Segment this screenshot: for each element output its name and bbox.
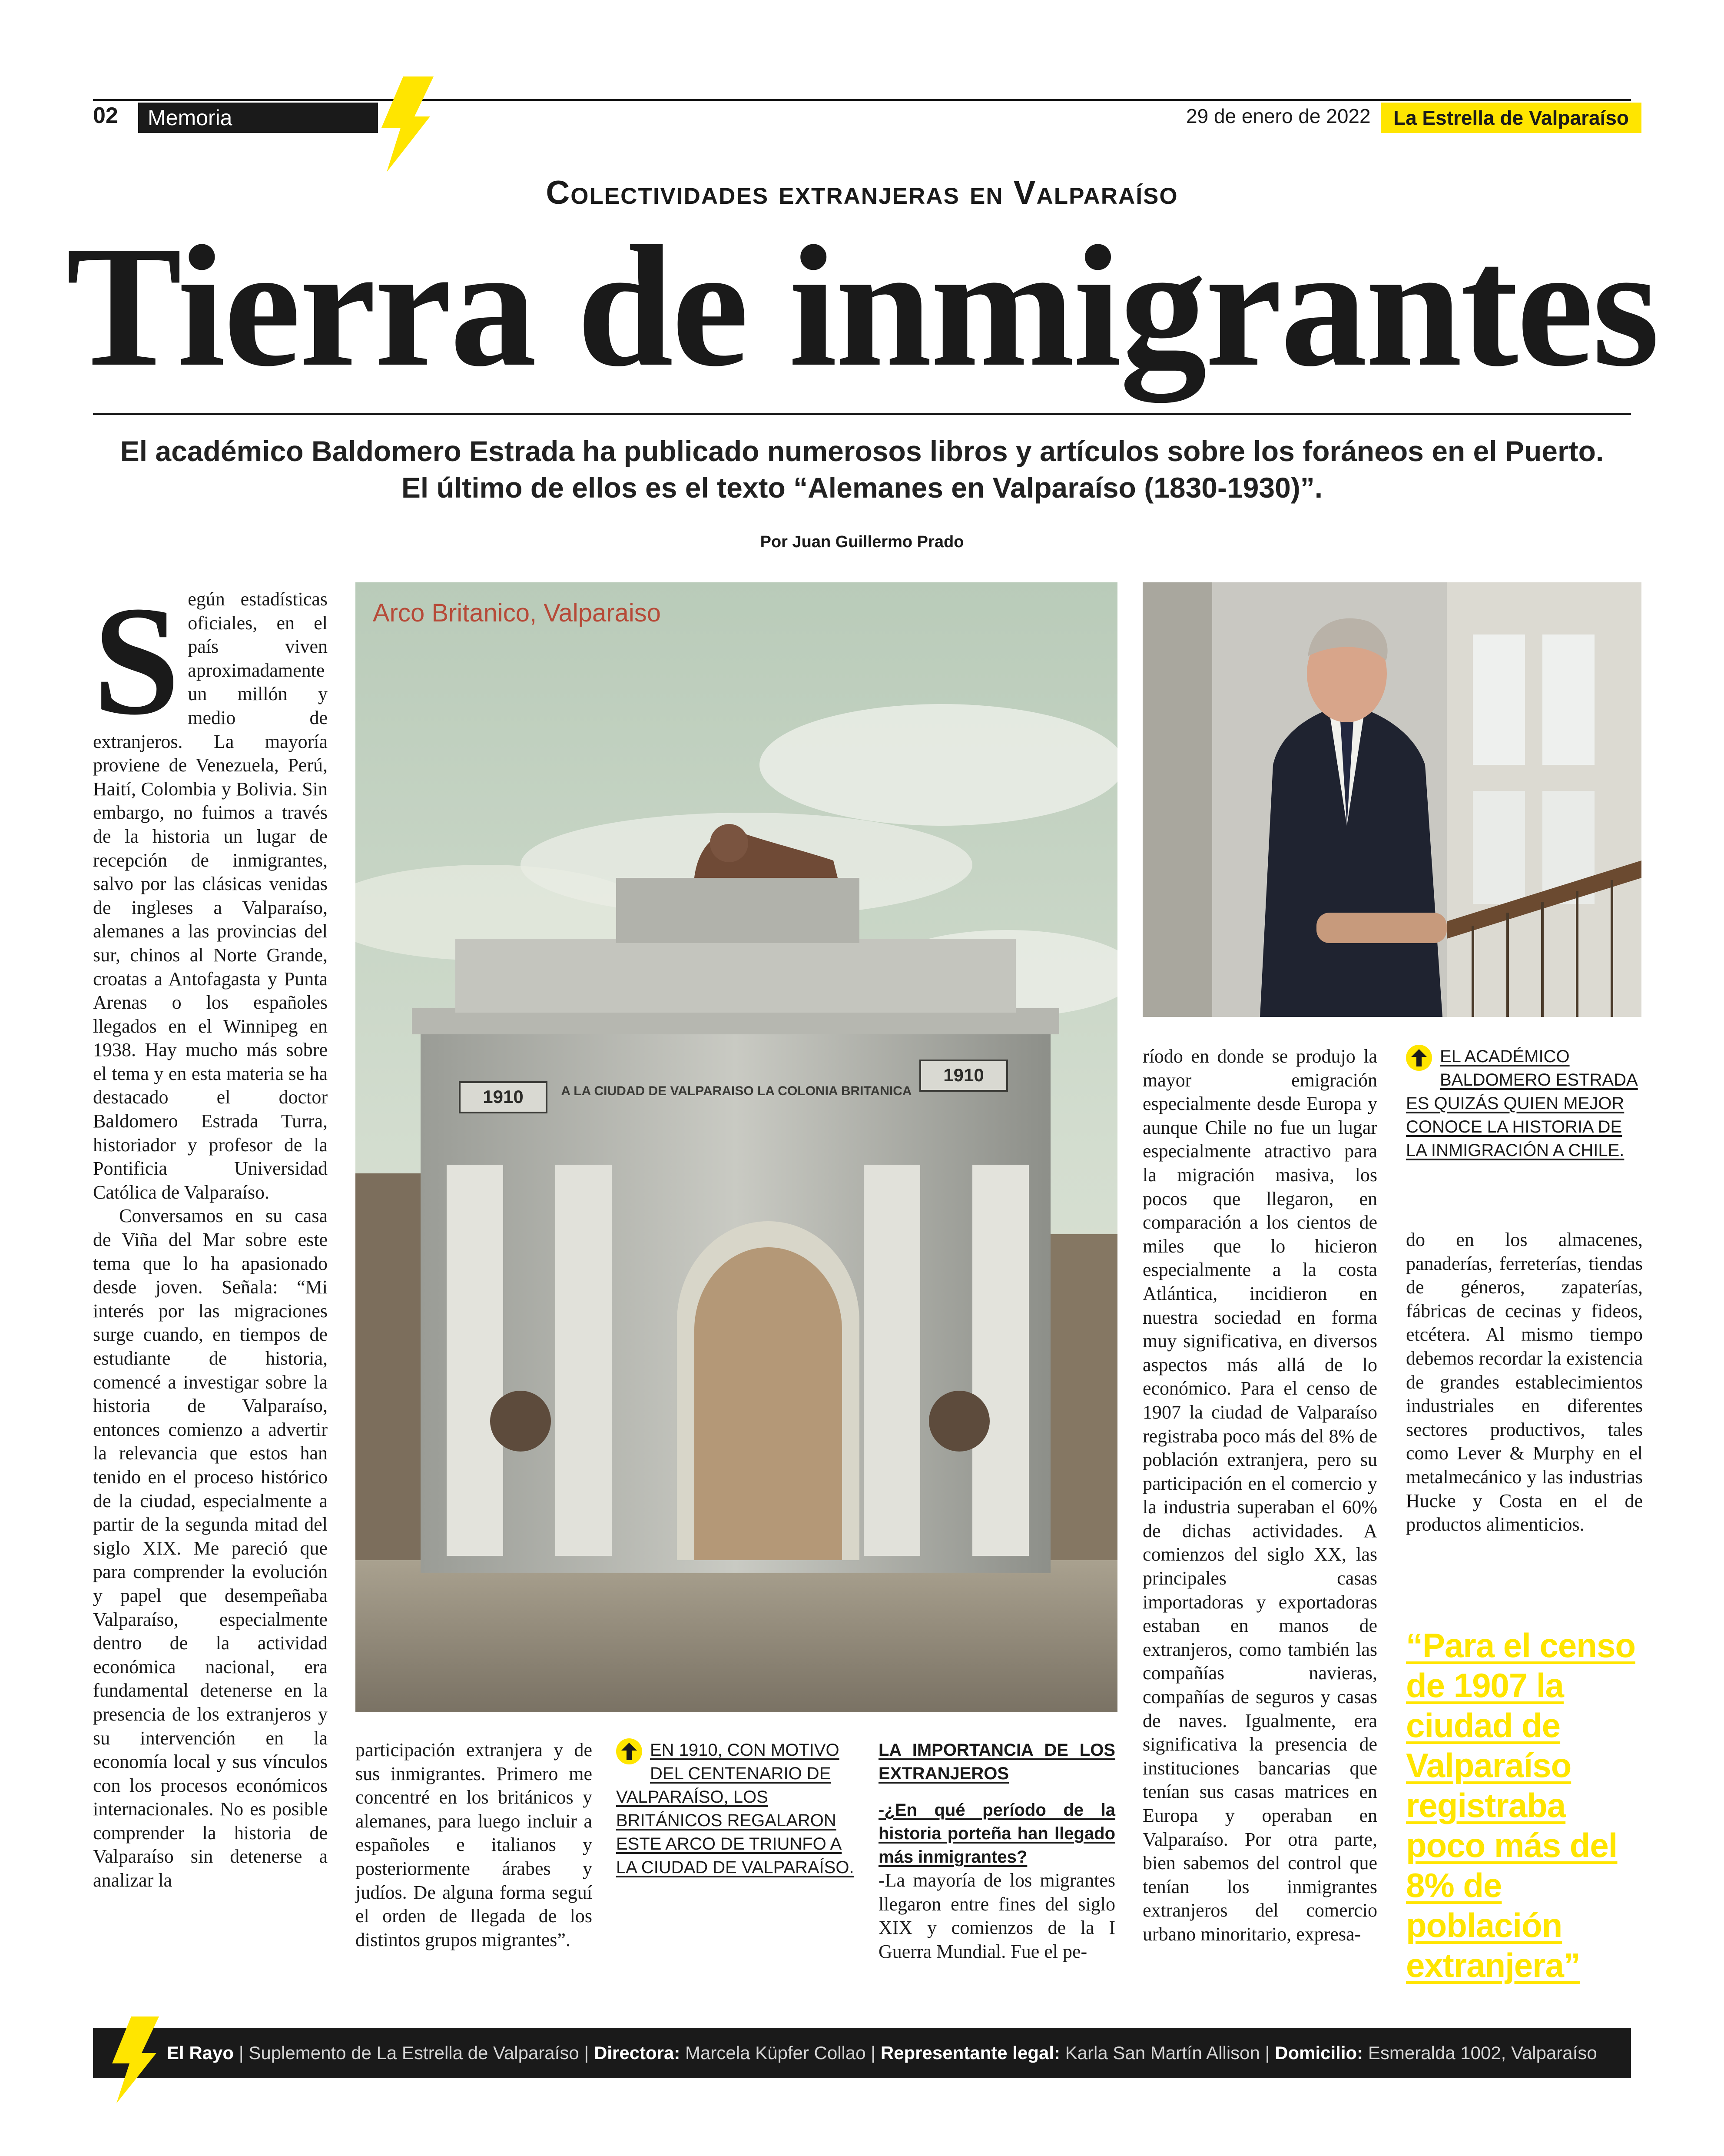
drop-cap: S — [93, 574, 180, 747]
footer-address-label: Domicilio: — [1275, 2043, 1363, 2063]
footer-address: Esmeralda 1002, Valparaíso — [1368, 2043, 1597, 2063]
body-column-4 — [879, 1738, 1115, 1963]
kicker: Colectividades extranjeras en Valparaíso — [546, 174, 1178, 211]
portrait-photo — [1143, 582, 1641, 1017]
paragraph-3: participación extranjera y de sus inmigrantes. Primero me concentré en los británicos y alemanes, para luego incluir a españoles e italianos y posteriormente árabes y judíos. De alguna forma seguí el orden de llegada de los distintos grupos migrantes”. — [355, 1739, 592, 1950]
arch-caption — [616, 1738, 859, 1879]
subhead: LA IMPORTANCIA DE LOS EXTRANJEROS — [879, 1741, 1115, 1783]
page-number: 02 — [93, 103, 118, 128]
header-rule — [93, 99, 1631, 101]
paragraph-1: egún estadísticas oficiales, en el país viven aproximadamente un millón y medio de extranjeros. La mayoría proviene de Venezuela, Perú, Haití, Colombia y Bolivia. Sin embargo, no fuimos a través de la historia un lugar de recepción de inmigrantes, salvo por las clásicas venidas de ingleses a Valparaíso, alemanes a las provincias del sur, chinos al Norte Grande, croatas a Antofagasta y Punta Arenas o los españoles llegados en el Winnipeg en 1938. Hay mucho más sobre el tema y en esta materia se ha destacado el doctor Baldomero Estrada Turra, historiador y profesor de la Pontificia Universidad Católica de Valparaíso. — [93, 588, 328, 1203]
body-column-1 — [93, 574, 328, 1893]
arrow-up-icon — [616, 1738, 642, 1764]
pull-quote — [1406, 1625, 1649, 1985]
body-column-6 — [1406, 1228, 1643, 1537]
footer-director-label: Directora: — [593, 2043, 680, 2063]
headline-rule — [93, 413, 1631, 415]
postcard-label: Arco Britanico, Valparaiso — [373, 599, 661, 627]
byline: Por Juan Guillermo Prado — [760, 533, 964, 551]
arch-caption-text: EN 1910, CON MOTIVO DEL CENTENARIO DE VALPARAÍSO, LOS BRITÁNICOS REGALARON ESTE ARCO DE TRIUNFO A LA CIUDAD DE VALPARAÍSO. — [616, 1741, 854, 1877]
footer-description: Suplemento de La Estrella de Valparaíso — [249, 2043, 579, 2063]
footer-bar: El Rayo | Suplemento de La Estrella de Valparaíso | Directora: Marcela Küpfer Collao | Representante legal: Karla San Martín Allison | Domicilio: Esmeralda 1002, Valparaíso — [93, 2028, 1631, 2078]
portrait-caption-text: EL ACADÉMICO BALDOMERO ESTRADA ES QUIZÁS QUIEN MEJOR CONOCE LA HISTORIA DE LA INMIGRACIÓN A CHILE. — [1406, 1047, 1638, 1160]
arch-year-right: 1910 — [943, 1065, 984, 1085]
deck-line-1: El académico Baldomero Estrada ha publicado numerosos libros y artículos sobre los foráneos en el Puerto. — [120, 435, 1604, 467]
footer-name: El Rayo — [167, 2043, 234, 2063]
lightning-bolt-icon — [378, 76, 434, 172]
interview-question: -¿En qué período de la historia porteña han llegado más inmigrantes? — [879, 1801, 1115, 1867]
arch-postcard-photo — [355, 582, 1117, 1712]
arch-inscription: A LA CIUDAD DE VALPARAISO LA COLONIA BRITANICA — [561, 1084, 912, 1098]
portrait-caption — [1406, 1045, 1643, 1162]
issue-date: 29 de enero de 2022 — [1186, 105, 1371, 127]
body-column-2 — [355, 1738, 592, 1952]
paragraph-4: -La mayoría de los migrantes llegaron entre fines del siglo XIX y comienzos de la I Guerra Mundial. Fue el pe- — [879, 1870, 1115, 1962]
headline: Tierra de inmigrantes — [66, 210, 1658, 402]
section-label: Memoria — [138, 103, 378, 133]
deck — [93, 433, 1631, 506]
arch-year-left: 1910 — [483, 1086, 524, 1107]
newspaper-name: La Estrella de Valparaíso — [1381, 103, 1641, 133]
paragraph-2: Conversamos en su casa de Viña del Mar sobre este tema que lo ha apasionado desde joven. Señala: “Mi interés por las migraciones surge cuando, en tiempos de estudiante de historia, comencé a investigar sobre la historia de Valparaíso, entonces comienzo a advertir la relevancia que estos han tenido en el proceso histórico de la ciudad, especialmente a partir de la segunda mitad del siglo XIX. Me pareció que para comprender la evolución y papel que desempeñaba Valparaíso, especialmente dentro de la actividad económica nacional, era fundamental detenerse en la presencia de los extranjeros y su intervención en la economía local y sus vínculos con los procesos económicos internacionales. No es posible comprender la historia de Valparaíso sin detenerse a analizar la — [93, 1205, 328, 1891]
footer-lightning-bolt-icon — [109, 2016, 161, 2103]
footer-legal: Karla San Martín Allison — [1065, 2043, 1260, 2063]
body-column-5 — [1143, 1045, 1377, 1947]
paragraph-5: ríodo en donde se produjo la mayor emigración especialmente desde Europa y aunque Chile no fue un lugar especialmente atractivo para la migración masiva, los pocos que llegaron, en comparación a los cientos de miles que lo hicieron especialmente a la costa Atlántica, incidieron en nuestra sociedad en forma muy significativa, en diversos aspectos más allá de lo económico. Para el censo de 1907 la ciudad de Valparaíso registraba poco más del 8% de población extranjera, pero su participación en el comercio y la industria superaban el 60% de dichas actividades. A comienzos del siglo XX, las principales casas importadoras y exportadoras estaban en manos de extranjeros, como también las compañías navieras, compañías de seguros y casas de naves. Igualmente, era significativa la presencia de instituciones bancarias que tenían sus casas matrices en Europa y operaban en Valparaíso. Por otra parte, bien sabemos del control que tenían los inmigrantes extranjeros del comercio urbano minoritario, expresa- — [1143, 1046, 1377, 1945]
pull-quote-text: “Para el censo de 1907 la ciudad de Valparaíso registraba poco más del 8% de población extranjera” — [1406, 1626, 1635, 1984]
arrow-up-icon — [1406, 1045, 1432, 1071]
footer-director: Marcela Küpfer Collao — [685, 2043, 866, 2063]
paragraph-6: do en los almacenes, panaderías, ferreterías, tiendas de géneros, zapaterías, fábricas de cecinas y fideos, etcétera. Al mismo tiempo debemos recordar la existencia de grandes establecimientos industriales en diferentes sectores productivos, tales como Lever & Murphy en el metalmecánico y las industrias Hucke y Costa en el de productos alimenticios. — [1406, 1229, 1643, 1535]
footer-legal-label: Representante legal: — [880, 2043, 1060, 2063]
deck-line-2: El último de ellos es el texto “Alemanes en Valparaíso (1830-1930)”. — [401, 472, 1323, 504]
